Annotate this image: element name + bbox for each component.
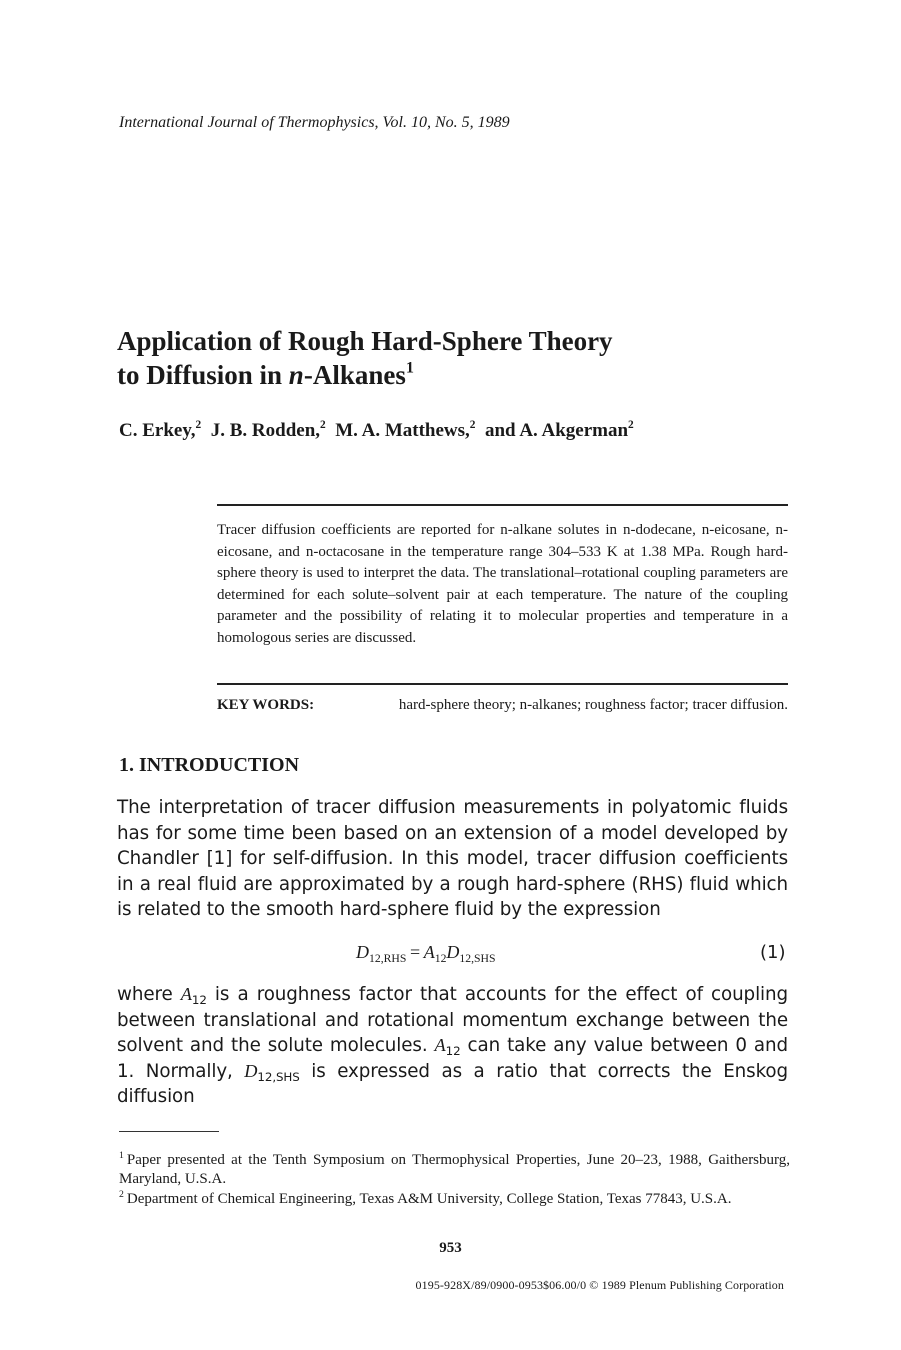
keywords-text: hard-sphere theory; n-alkanes; roughness factor; tracer diffusion. bbox=[398, 697, 788, 713]
section-heading-introduction: 1. INTRODUCTION bbox=[119, 754, 300, 776]
author: and A. Akgerman$^2$ bbox=[484, 419, 634, 441]
title-line-2: to Diffusion in n-Alkanes$^1$ bbox=[117, 358, 414, 390]
abstract-bottom-rule bbox=[217, 683, 788, 685]
author: J. B. Rodden,$^2$ bbox=[210, 419, 326, 441]
author: C. Erkey,$^2$ bbox=[119, 419, 202, 441]
intro-paragraph-1: The interpretation of tracer diffusion measurements in polyatomic fluids has for some time been based on an extension of a model developed by Chandler [1] for self-diffusion. In this model, tracer diffusion coefficients in a real fluid are approximated by a rough hard-sphere (RHS) fluid which is related to the smooth hard-sphere fluid by the expression bbox=[117, 797, 788, 921]
abstract-top-rule bbox=[217, 504, 788, 506]
keywords-label: KEY WORDS: bbox=[217, 697, 315, 713]
footnote-2: $^2$ Department of Chemical Engineering, Texas A&M University, College Station, Texas 77843, U.S.A. bbox=[119, 1189, 732, 1207]
title-line-1: Application of Rough Hard-Sphere Theory bbox=[117, 326, 613, 356]
footnote-rule bbox=[119, 1131, 219, 1132]
footnote-1: $^1$ Paper presented at the Tenth Symposium on Thermophysical Properties, June 20–23, 1988, Gaithersburg, Maryland, U.S.A. bbox=[119, 1150, 790, 1187]
equation-1: $D_{12,RHS} = A_{12}D_{12,SHS}$ bbox=[356, 942, 496, 966]
journal-citation: International Journal of Thermophysics, Vol. 10, No. 5, 1989 bbox=[119, 114, 510, 131]
copyright-line: 0195-928X/89/0900-0953$06.00/0 © 1989 Plenum Publishing Corporation bbox=[415, 1278, 784, 1292]
abstract: Tracer diffusion coefficients are reported for n-alkane solutes in n-dodecane, n-eicosane, n-eicosane, and n-octacosane in the temperature range 304–533 K at 1.38 MPa. Rough hard-sphere theory is used to interpret the data. The translational–rotational coupling parameters are determined for each solute–solvent pair at each temperature. The nature of the coupling parameter and the possibility of relating it to molecular properties and temperature in a homologous series are discussed. bbox=[217, 522, 788, 646]
keywords bbox=[217, 697, 788, 714]
intro-paragraph-2: where $A_{12}$ is a roughness factor that accounts for the effect of coupling between translational and rotational momentum exchange between the solvent and the solute molecules. $A_{12}$ can take any value between 0 and 1. Normally, $D_{12,SHS}$ is expressed as a ratio that corrects the Enskog diffusion bbox=[117, 984, 789, 1108]
equation-number: (1) bbox=[760, 942, 786, 963]
author-list bbox=[119, 420, 634, 442]
paper-title bbox=[117, 324, 777, 392]
author: M. A. Matthews,$^2$ bbox=[335, 419, 476, 441]
page-number: 953 bbox=[439, 1240, 462, 1256]
